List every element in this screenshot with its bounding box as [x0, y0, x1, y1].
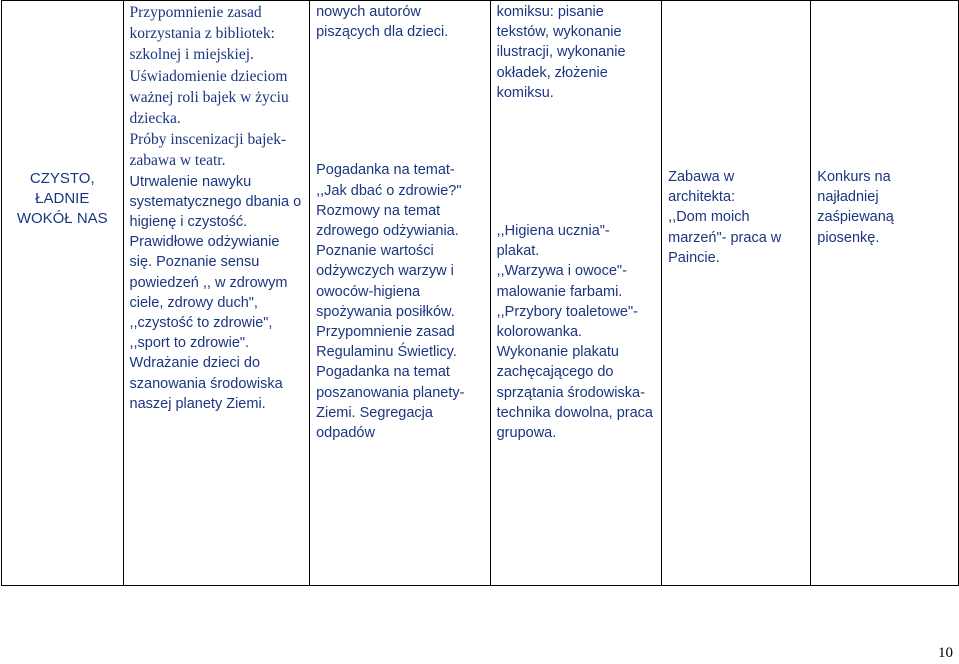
text-line: Konkurs na	[817, 169, 891, 185]
text-line: ciele, zdrowy duch",	[129, 294, 258, 311]
text-line: nowych autorów	[316, 4, 421, 20]
text-line: dziecka.	[129, 110, 181, 128]
text-line: technika dowolna, praca	[496, 404, 653, 421]
theme-cell	[2, 1, 124, 586]
spacer	[668, 2, 806, 167]
text-line: ,,Przybory toaletowe"-	[496, 303, 638, 320]
text-line: malowanie farbami.	[496, 283, 623, 300]
text-line: kolorowanka.	[496, 324, 583, 341]
text-line: Rozmowy na temat	[316, 202, 441, 219]
page-number: 10	[938, 645, 953, 661]
text-line: zdrowego odżywiania.	[316, 223, 459, 240]
lesson-plan-table	[1, 0, 959, 586]
text-line: Poznanie wartości	[316, 243, 434, 260]
text-line: ,,Dom moich	[668, 209, 750, 226]
text-line: odpadów	[316, 425, 375, 442]
text-line: okładek, złożenie	[496, 64, 608, 81]
text-line: tekstów, wykonanie	[496, 24, 622, 41]
computer-cell	[662, 1, 811, 586]
text-line: Zabawa w	[668, 169, 735, 185]
text-line: Prawidłowe odżywianie	[129, 234, 280, 251]
text-line: ,,Jak dbać o zdrowie?"	[316, 182, 462, 199]
text-line: grupowa.	[496, 425, 557, 442]
text-line: plakat.	[496, 243, 540, 260]
text-line: najładniej	[817, 189, 879, 206]
text-line: zachęcającego do	[496, 364, 614, 381]
text-line: się. Poznanie sensu	[129, 254, 260, 271]
text-line: Próby inscenizacji bajek-	[129, 131, 287, 149]
text-line: ważnej roli bajek w życiu	[129, 88, 289, 106]
text-line: ,,czystość to zdrowie",	[129, 315, 273, 332]
text-line: spożywania posiłków.	[316, 303, 455, 320]
spacer	[817, 2, 954, 167]
text-line: Utrwalenie nawyku	[129, 173, 252, 190]
text-line: Regulaminu Świetlicy.	[316, 344, 457, 361]
text-line: piszących dla dzieci.	[316, 24, 449, 41]
text-line: sprzątania środowiska-	[496, 384, 645, 401]
text-line: ,,sport to zdrowie".	[129, 335, 250, 352]
text-line: poszanowania planety-	[316, 384, 465, 401]
text-line: Pogadanka na temat-	[316, 162, 455, 179]
text-line: odżywczych warzyw i	[316, 263, 454, 280]
text-line: marzeń"- praca w	[668, 229, 782, 246]
artwork-cell	[490, 1, 662, 586]
text-line: szanowania środowiska	[129, 375, 283, 392]
table-row	[2, 1, 959, 586]
music-cell	[811, 1, 959, 586]
text-line: ŁADNIE	[35, 190, 90, 207]
spacer	[497, 103, 658, 221]
text-line: komiksu.	[496, 84, 554, 101]
text-line: architekta:	[668, 189, 736, 206]
text-line: owoców-higiena	[316, 283, 421, 300]
text-line: ilustracji, wykonanie	[496, 44, 626, 61]
spacer	[316, 42, 486, 160]
text-line: zaśpiewaną	[817, 209, 894, 226]
text-line: systematycznego dbania o	[129, 193, 302, 210]
text-line: higienę i czystość.	[129, 214, 248, 231]
text-line: WOKÓŁ NAS	[16, 210, 108, 227]
text-line: Uświadomienie dzieciom	[129, 67, 288, 85]
text-line: szkolnej i miejskiej.	[129, 46, 254, 64]
text-line: piosenkę.	[817, 229, 880, 246]
text-line: komiksu: pisanie	[496, 4, 604, 20]
text-line: Pogadanka na temat	[316, 364, 450, 381]
text-line: Wykonanie plakatu	[496, 344, 619, 361]
activities-cell	[123, 1, 310, 586]
text-line: Przypomnienie zasad	[316, 324, 455, 341]
text-line: korzystania z bibliotek:	[129, 25, 275, 43]
text-line: ,,Higiena ucznia"-	[496, 223, 610, 240]
methods-cell	[310, 1, 491, 586]
text-line: Wdrażanie dzieci do	[129, 355, 261, 372]
text-line: Ziemi. Segregacja	[316, 404, 433, 421]
text-line: zabawa w teatr.	[129, 152, 226, 170]
text-line: naszej planety Ziemi.	[129, 395, 266, 412]
text-line: Przypomnienie zasad	[129, 4, 262, 21]
text-line: powiedzeń ,, w zdrowym	[129, 274, 288, 291]
text-line: ,,Warzywa i owoce"-	[496, 263, 627, 280]
text-line: Paincie.	[668, 249, 720, 266]
text-line: CZYSTO,	[29, 170, 95, 187]
